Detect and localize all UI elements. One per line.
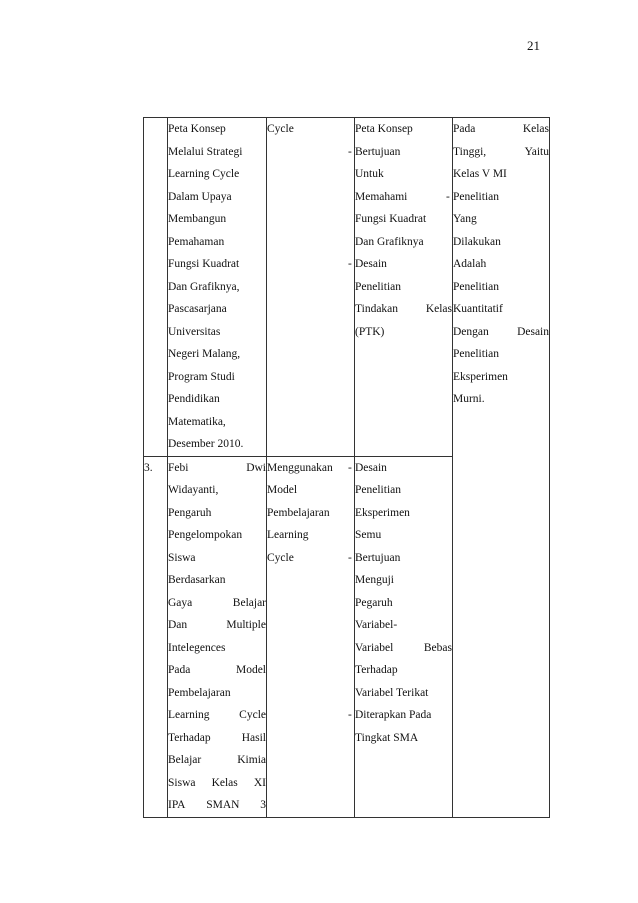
cell-line: Dalam Upaya	[168, 190, 232, 203]
cell-line: Eksperimen	[355, 506, 410, 519]
cell-line: Fungsi Kuadrat	[168, 258, 240, 270]
cell-word: Hasil	[241, 731, 266, 744]
bullet-dash: -	[348, 551, 352, 564]
row-number-cell	[144, 118, 168, 457]
cell-word: Cycle	[239, 709, 266, 721]
cell-line: Dan Grafiknya	[355, 235, 424, 248]
cell-line: Matematika,	[168, 415, 226, 428]
cell-line: Yang	[453, 213, 477, 225]
cell-word: Yaitu	[524, 145, 549, 158]
cell-word: Terhadap	[168, 731, 211, 744]
cell-word: Febi	[168, 461, 189, 474]
cell-word: 3	[260, 799, 266, 811]
cell-line: Memahami	[355, 190, 408, 203]
cell-line: Pemahaman	[168, 235, 225, 248]
cell-word: Dengan	[453, 325, 489, 338]
cell-word: Siswa	[168, 776, 196, 789]
cell-line: Terhadap	[355, 664, 398, 676]
cell-line: Universitas	[168, 325, 221, 338]
cell-line: Bertujuan -	[355, 141, 452, 164]
cell-line: Penelitian	[355, 280, 401, 293]
cell-line	[355, 298, 452, 321]
cell-word: Tindakan	[355, 303, 399, 315]
cell-word: Kimia	[237, 754, 266, 766]
cell-line	[168, 794, 266, 817]
cell-line: Pengaruh	[168, 506, 212, 519]
cell-line: Intelegences	[168, 641, 226, 654]
cell-line: Variabel-	[355, 619, 398, 631]
cell-line: Penelitian	[453, 280, 499, 293]
cell-line: Adalah	[453, 258, 487, 270]
cell-word: Dwi	[246, 461, 266, 474]
cell-line: Kelas V MI	[453, 168, 507, 180]
method-cell	[348, 456, 453, 817]
cell-line: Dilakukan	[453, 235, 501, 248]
page-number: 21	[527, 38, 540, 53]
cell-line: Kuantitatif	[453, 303, 503, 315]
cell-line: Menguji	[355, 574, 394, 586]
cell-word: IPA	[168, 799, 186, 811]
row-number-cell	[144, 456, 168, 817]
cell-line: Pascasarjana	[168, 303, 227, 315]
cell-word: XI	[253, 776, 266, 789]
cell-word: Dan	[168, 619, 188, 631]
row-number	[144, 118, 167, 141]
cell-line: Pengelompokan	[168, 529, 243, 541]
cell-line: Peta Konsep	[168, 123, 226, 135]
cell-line: Tingkat SMA	[355, 731, 419, 744]
cell-line: Learning	[267, 529, 309, 541]
cell-line: Desember 2010.	[168, 438, 244, 450]
cell-line: Program Studi	[168, 370, 235, 383]
variable-cell	[267, 456, 355, 817]
cell-line: Pembelajaran	[267, 506, 330, 519]
cell-line	[453, 321, 549, 344]
cell-line: Eksperimen	[453, 370, 508, 383]
cell-word: Pada	[453, 123, 476, 135]
cell-line: Pendidikan	[168, 393, 220, 405]
cell-line: Membangun	[168, 213, 227, 225]
table-row	[144, 118, 550, 457]
cell-word: Multiple	[226, 619, 266, 631]
cell-line: Fungsi Kuadrat	[355, 213, 427, 225]
cell-line: Penelitian	[453, 348, 499, 360]
cell-word: Kelas	[211, 776, 238, 789]
cell-line: Widayanti,	[168, 484, 219, 496]
cell-word: Model	[235, 664, 266, 676]
cell-line: Cycle	[267, 123, 294, 135]
cell-line: Menggunakan	[267, 461, 333, 474]
cell-line	[168, 772, 266, 795]
cell-line: Melalui Strategi	[168, 145, 243, 158]
cell-line: Diterapkan Pada -	[355, 704, 452, 727]
cell-word: Kelas	[425, 303, 452, 315]
cell-line	[168, 727, 266, 750]
cell-line	[168, 749, 266, 772]
difference-cell	[446, 118, 550, 818]
cell-line: Penelitian -	[453, 186, 549, 209]
cell-line: Penelitian	[355, 484, 401, 496]
cell-word: Bebas	[423, 641, 452, 654]
cell-word: Kelas	[522, 123, 549, 135]
bullet-dash: -	[348, 258, 352, 270]
cell-line: Learning Cycle	[168, 168, 240, 180]
cell-line: Variabel Terikat	[355, 686, 429, 699]
variable-cell	[267, 118, 355, 457]
cell-line: Model	[267, 484, 298, 496]
row-number: 3.	[144, 461, 153, 474]
cell-line: Berdasarkan	[168, 574, 226, 586]
bullet-dash: -	[446, 190, 450, 203]
cell-line: Siswa	[168, 551, 196, 564]
literature-review-table	[143, 117, 550, 818]
cell-line: Cycle	[267, 551, 294, 564]
cell-line: Semu	[355, 529, 382, 541]
cell-line: Bertujuan -	[355, 547, 452, 570]
cell-word: Variabel	[355, 641, 394, 654]
cell-line: Untuk	[355, 168, 384, 180]
reference-cell	[168, 118, 267, 457]
cell-word: Gaya	[168, 596, 193, 609]
cell-line: Desain -	[355, 253, 452, 276]
cell-line: Pegaruh	[355, 596, 393, 609]
cell-line	[453, 141, 549, 164]
cell-word: Desain	[517, 325, 549, 338]
cell-word: Belajar	[168, 754, 202, 766]
cell-line	[355, 637, 452, 660]
cell-line: (PTK)	[355, 325, 385, 338]
cell-line	[168, 614, 266, 637]
cell-word: SMAN	[206, 799, 240, 811]
cell-line	[168, 704, 266, 727]
cell-line: Desain -	[355, 457, 452, 480]
cell-line	[168, 659, 266, 682]
cell-line	[168, 592, 266, 615]
cell-line: Peta Konsep	[355, 123, 413, 135]
cell-word: Pada	[168, 664, 191, 676]
reference-cell	[168, 456, 267, 817]
cell-word: Belajar	[232, 596, 266, 609]
cell-line: Dan Grafiknya,	[168, 280, 240, 293]
bullet-dash: -	[348, 709, 352, 721]
bullet-dash: -	[348, 461, 352, 474]
cell-line	[453, 118, 549, 141]
cell-word: Learning	[168, 709, 210, 721]
bullet-dash: -	[348, 145, 352, 158]
cell-line: Pembelajaran	[168, 686, 231, 699]
cell-line: Murni.	[453, 393, 485, 405]
cell-line: Negeri Malang,	[168, 348, 241, 360]
method-cell	[348, 118, 453, 457]
cell-word: Tinggi,	[453, 145, 487, 158]
cell-line	[168, 457, 266, 480]
